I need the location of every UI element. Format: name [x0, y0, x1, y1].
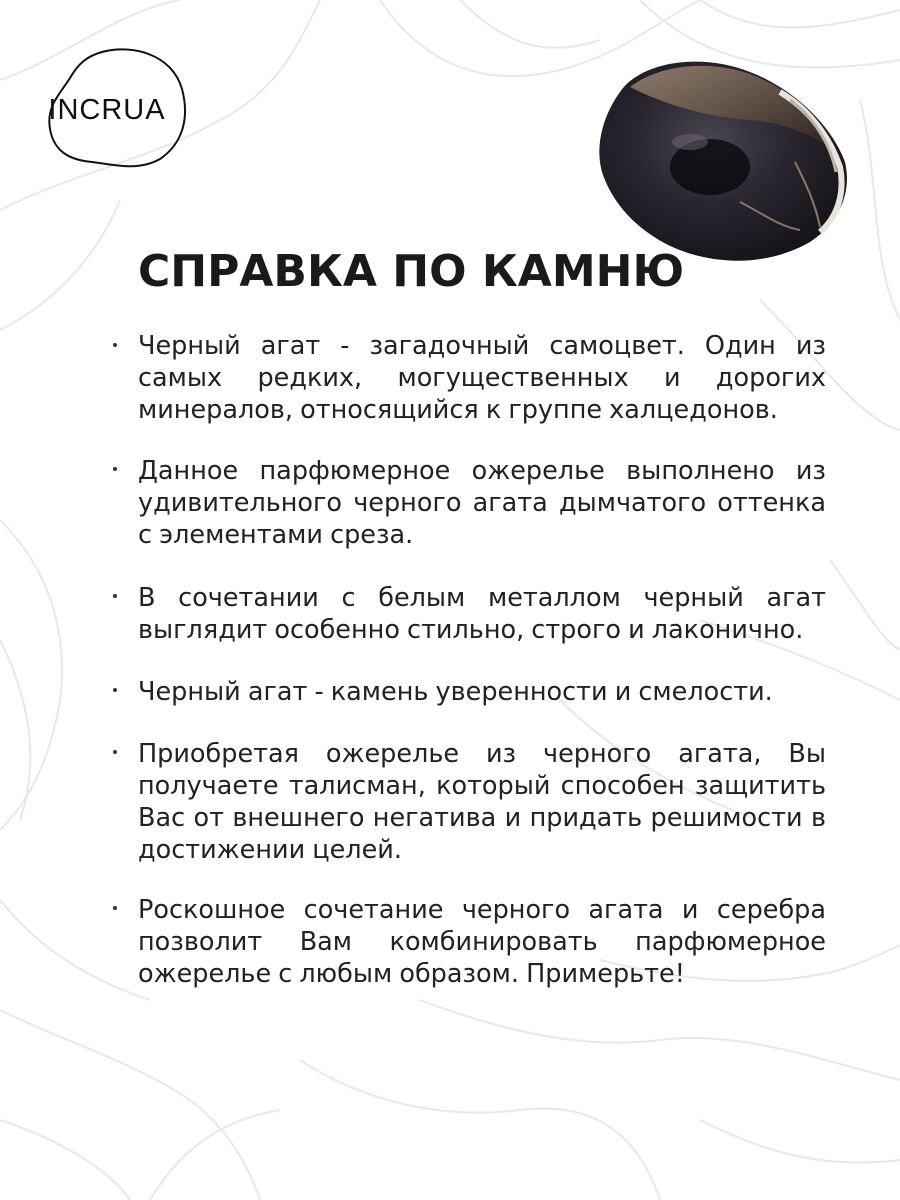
bullet-item: Черный агат - камень уверенности и смелости.	[138, 677, 773, 707]
bullet-item: Роскошное сочетание черного агата и серебра позволит Вам комбинировать парфюмерное ожерелье с любым образом. Примерьте!	[138, 895, 826, 989]
bullet-dot-icon	[113, 343, 117, 347]
bullet-item: Приобретая ожерелье из черного агата, Вы получаете талисман, который способен защитить Вас от внешнего негатива и придать решимости в достижении целей.	[138, 739, 826, 865]
bullet-dot-icon	[113, 906, 117, 910]
bullet-dot-icon	[113, 594, 117, 598]
bullet-item: Данное парфюмерное ожерелье выполнено из удивительного черного агата дымчатого оттенка с элементами среза.	[138, 456, 826, 550]
brand-name: INCRUA	[48, 94, 166, 126]
bullet-dot-icon	[113, 750, 117, 754]
bullet-dot-icon	[113, 467, 117, 471]
bullet-item: В сочетании с белым металлом черный агат выглядит особенно стильно, строго и лаконично.	[138, 583, 826, 645]
bullet-item: Черный агат - загадочный самоцвет. Один из самых редких, могущественных и дорогих минералов, относящийся к группе халцедонов.	[138, 331, 826, 425]
page-title: СПРАВКА ПО КАМНЮ	[138, 246, 685, 297]
bullet-dot-icon	[113, 688, 117, 692]
